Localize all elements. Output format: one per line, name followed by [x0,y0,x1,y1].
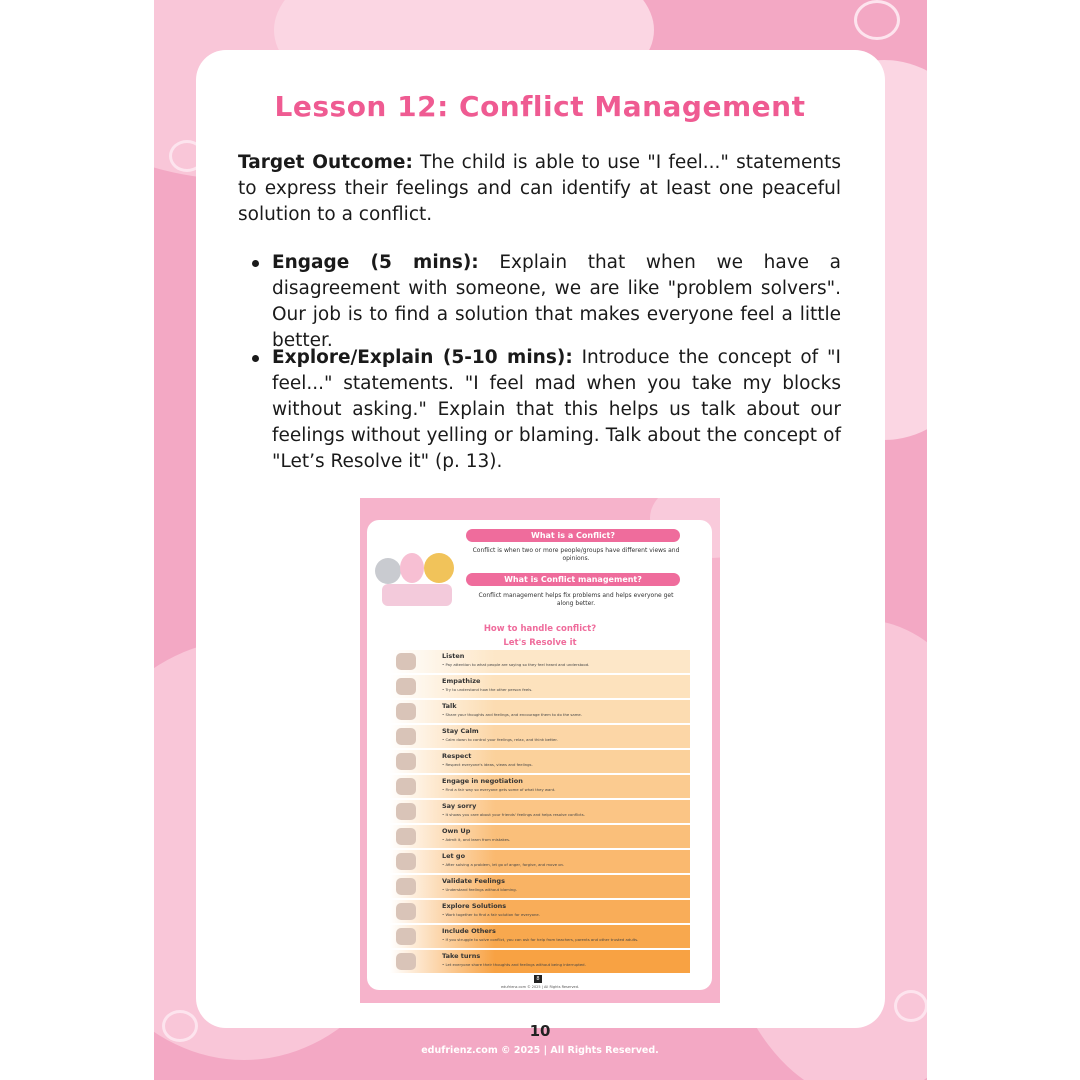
resolve-step-row [390,725,690,748]
step-character-icon [396,953,416,970]
target-outcome [238,150,841,228]
conflict-definition: Conflict is when two or more people/groups have different views and opinions. [472,547,680,562]
step-name: Empathize [442,677,481,685]
resolve-step-row [390,850,690,873]
step-character-icon [396,878,416,895]
step-description: • Share your thoughts and feelings, and encourage them to do the same. [442,712,582,717]
swirl-decoration [894,990,927,1022]
characters-body [382,584,452,606]
step-name: Validate Feelings [442,877,505,885]
swirl-decoration [854,0,900,40]
resolve-step-row [390,800,690,823]
bullet-dot [252,355,259,362]
resolve-step-row [390,650,690,673]
step-character-icon [396,703,416,720]
step-character-icon [396,753,416,770]
bullet-engage [272,250,841,354]
step-character-icon [396,778,416,795]
step-description: • Try to understand how the other person feels. [442,687,533,692]
resolve-step-row [390,825,690,848]
step-character-icon [396,828,416,845]
step-character-icon [396,928,416,945]
step-description: • Calm down to control your feelings, relax, and think better. [442,737,558,742]
bunny-character-icon [400,553,424,583]
copyright-text: edufrienz.com © 2025 | All Rights Reserved. [421,1045,659,1056]
step-name: Let go [442,852,466,860]
step-description: • Respect everyone's ideas, views and feelings. [442,762,533,767]
step-description: • Pay attention to what people are saying so they feel heard and understood. [442,662,590,667]
step-character-icon [396,803,416,820]
step-name: Explore Solutions [442,902,507,910]
target-outcome-label: Target Outcome: [238,152,413,173]
bullet-explore [272,345,841,475]
resolve-step-row [390,775,690,798]
lesson-title: Lesson 12: Conflict Management [274,90,806,123]
bullet-dot [252,260,259,267]
resolve-step-row [390,900,690,923]
resolve-step-row [390,875,690,898]
step-name: Say sorry [442,802,477,810]
resolve-step-row [390,700,690,723]
raccoon-character-icon [375,558,401,584]
conflict-management-definition: Conflict management helps fix problems and helps everyone get along better. [478,592,674,607]
step-name: Take turns [442,952,481,960]
bullet-text: Introduce the concept of "I feel..." statements. "I feel mad when you take my blocks without asking." Explain that this helps us talk about our feelings without yelling or blaming. Talk about the concept of "Let’s Resolve it" (p. 13). [272,347,841,472]
lion-character-icon [424,553,454,583]
step-description: • Admit it, and learn from mistakes. [442,837,511,842]
page-number: 10 [529,1022,551,1040]
step-character-icon [396,853,416,870]
step-name: Listen [442,652,465,660]
thumbnail-copyright: edufrienz.com © 2025 | All Rights Reserved. [500,985,580,989]
step-character-icon [396,903,416,920]
resolve-step-row [390,675,690,698]
what-is-conflict-heading: What is a Conflict? [466,529,680,542]
step-description: • Let everyone share their thoughts and feelings without being interrupted. [442,962,586,967]
step-name: Stay Calm [442,727,479,735]
step-name: Respect [442,752,472,760]
step-name: Own Up [442,827,471,835]
thumbnail-page-number: 8 [534,975,542,983]
step-character-icon [396,678,416,695]
step-description: • It shows you care about your friends' feelings and helps resolve conflicts. [442,812,585,817]
bullet-label: Engage (5 mins): [272,252,479,273]
step-character-icon [396,653,416,670]
bullet-label: Explore/Explain (5-10 mins): [272,347,573,368]
lets-resolve-it-heading: Let's Resolve it [503,638,577,648]
resolve-step-row [390,950,690,973]
step-name: Include Others [442,927,496,935]
how-to-handle-heading: How to handle conflict? [483,624,597,634]
step-name: Talk [442,702,457,710]
step-name: Engage in negotiation [442,777,523,785]
resolve-step-row [390,750,690,773]
what-is-conflict-management-heading: What is Conflict management? [466,573,680,586]
resolve-step-row [390,925,690,948]
step-description: • Find a fair way so everyone gets some of what they want. [442,787,556,792]
step-description: • After solving a problem, let go of anger, forgive, and move on. [442,862,565,867]
step-character-icon [396,728,416,745]
bullet-text: Explain that when we have a disagreement with someone, we are like "problem solvers". Our job is to find a solution that makes everyone feel a little better. [272,252,842,351]
step-description: • Understand feelings without blaming. [442,887,517,892]
target-outcome-text: The child is able to use "I feel..." statements to express their feelings and can identify at least one peaceful solution to a conflict. [238,152,841,225]
lets-resolve-it-thumbnail [360,498,720,1003]
step-description: • Work together to find a fair solution for everyone. [442,912,540,917]
step-description: • If you struggle to solve conflict, you can ask for help from teachers, parents and other trusted adults. [442,937,639,942]
